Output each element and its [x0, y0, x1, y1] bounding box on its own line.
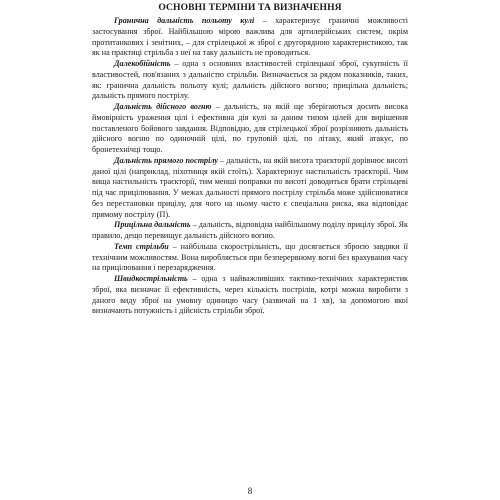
definition-term: Темп стрільби	[114, 241, 169, 251]
definition-term: Швидкострільність	[114, 274, 188, 283]
definition-term: Далекобійність	[114, 59, 171, 68]
definition-paragraph	[92, 16, 408, 59]
definition-text: – дальність, на якій ще зберігаються досить висока ймовірність ураження цілі і ефективна дія кулі за даним типом цілей для вирішення поставленого бойового завдання. Відповідно, для стрілецької зброї розрізняють дальність дійсного вогню по одиночній цілі, по груповій цілі, по літаку, який атакує, по бронетехнічці тощо.	[92, 102, 408, 154]
definition-paragraph	[92, 242, 408, 274]
definition-paragraph	[92, 274, 408, 317]
definition-text: – одна з найважливіших тактико-технічних характеристик зброї, яка визначає її ефективність, через кількість пострілів, котрі можна виробити з даного виду зброї на умовну одиницю часу (зазвичай на 1 хв), за допомогою якої визначають потужність і дійсність стрільби зброї.	[92, 274, 408, 316]
definition-text: – дальність, на якій висота траєкторії дорівнює висоті даної цілі (наприклад, піхотинця якій стоїть). Характеризує настильність траєкторії. Чим вища настильність траєкторії, тим менші поправки по висоті доводиться брати стрільцеві під час прицілювання. У межах дальності прямого пострілу стрільба може здійснюватися без перестановки прицілу, для чого на ньому часто є спеціальна риска, яка відповідає прямому пострілу (П).	[92, 155, 408, 219]
page-title: ОСНОВНІ ТЕРМІНИ ТА ВИЗНАЧЕННЯ	[158, 2, 342, 13]
definition-term: Прицільна дальність	[114, 220, 191, 230]
definition-paragraph	[92, 156, 408, 221]
definition-term: Дальність прямого пострілу	[114, 155, 219, 165]
definition-text: – характеризує граничні можливості застосування зброї. Найбільшою мірою важлива для артилерійських систем, окрім протитанкових і зенітних, – для стрілецької ж зброї є другорядною характеристикою, так як на практиці стрільба з неї на таку дальність не проводиться.	[92, 16, 408, 58]
definition-text: – дальність, відповідна найбільшому поділу прицілу зброї. Як правило, дещо перевищує дальність дійсного вогню.	[92, 220, 408, 240]
definition-paragraph	[92, 59, 408, 102]
page-number: 8	[247, 486, 253, 496]
definitions-body	[92, 16, 408, 317]
definition-term: Дальність дійсного вогню	[114, 102, 212, 111]
definition-paragraph	[92, 220, 408, 242]
definition-text: – найбільша скорострільність, що досягається зброєю завдяки її технічним можливостям. Вона виробляється при безперервному вогні без врахування часу на прицілювання і перезарядження.	[92, 241, 408, 273]
definition-term: Гранична дальність польоту кулі	[114, 16, 255, 25]
definition-text: – одна з основних властивостей стрілецької зброї, сукупність її властивостей, пов'язаних з дальністю стрільби. Визначається за рядом показників, таких, як: гранична дальність польоту кулі; дальність дійсного вогню; прицільна дальність; дальність прямого пострілу.	[92, 59, 408, 101]
definition-paragraph	[92, 102, 408, 156]
